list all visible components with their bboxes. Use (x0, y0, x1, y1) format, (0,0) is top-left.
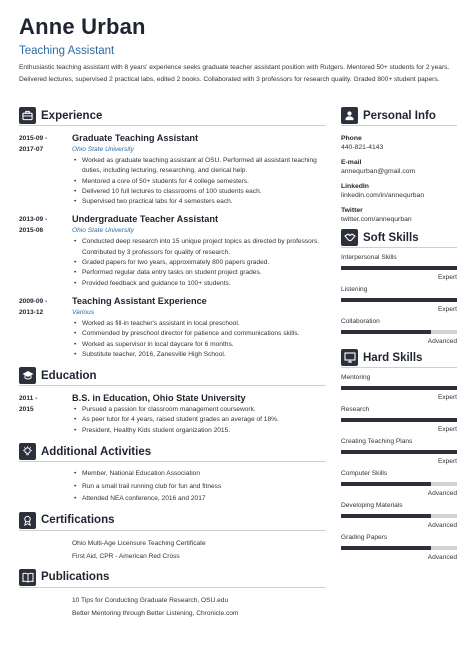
entry-date-end: 2017-07 (19, 146, 44, 153)
entry-bullet: • Pursued a passion for classroom management coursework. (72, 405, 326, 415)
entry-bullet: • Substitute teacher, 2016, Zanesville High School. (72, 350, 326, 360)
skill-name: Computer Skills (341, 470, 388, 477)
email-label: E-mail (341, 159, 362, 166)
personal-info-heading: Personal Info (363, 109, 436, 122)
certifications-section-header (19, 513, 326, 531)
skill-item (341, 501, 457, 530)
email-value: annequrban@gmail.com (341, 168, 416, 175)
person-icon (341, 107, 358, 124)
skill-bar (341, 450, 457, 454)
certificate-icon (19, 512, 36, 529)
publications-heading: Publications (41, 571, 110, 584)
skill-level: Advanced (427, 490, 457, 497)
entry-bullet: • As peer tutor for 4 years, raised student grades an average of 18%. (72, 415, 326, 425)
entry-date-start: 2009-09 - (19, 297, 48, 305)
right-column (341, 108, 457, 565)
skill-bar (341, 266, 457, 270)
skill-level: Expert (437, 306, 457, 313)
skill-bar-fill (341, 546, 431, 550)
activity-item: • Run a small trail running club for fun and fitness (72, 481, 326, 494)
entry-bullet: • Conducted deep research into 15 unique project topics as directed by professors. Contributed by 3 professors for quality of research. (72, 237, 326, 258)
publication-item: Better Mentoring through Better Listening, Chronicle.com (72, 610, 239, 618)
entry-date-end: 2015 (19, 406, 34, 414)
skill-item (341, 469, 457, 498)
skill-item (341, 317, 457, 346)
phone-label: Phone (341, 135, 362, 142)
entry-dates (19, 214, 72, 288)
skill-level: Expert (437, 458, 457, 465)
entry-date-start: 2013-09 - (19, 216, 48, 224)
skill-bar-fill (341, 298, 457, 302)
skill-name: Developing Materials (341, 502, 403, 509)
entry-date-start: 2015-09 - (19, 135, 48, 142)
education-section-header (19, 368, 326, 386)
certification-item: First Aid, CPR - American Red Cross (72, 553, 180, 561)
entry-bullet: • Worked as fill-in teacher's assistant in local preschool. (72, 319, 326, 329)
skill-bar (341, 514, 457, 518)
activity-item: • Member, National Education Association (72, 468, 326, 481)
hard-skills-section-header (341, 350, 457, 368)
skill-item (341, 533, 457, 562)
activities-section-header (19, 444, 326, 462)
entry-date-end: 2015-06 (19, 227, 44, 235)
entry-bullet: • Worked as supervisor in local daycare for 6 months. (72, 340, 326, 350)
entry-bullet: • Supervised two practical labs for 4 semesters each. (72, 197, 326, 207)
skill-bar-fill (341, 266, 457, 270)
entry-organization: Various (72, 308, 95, 316)
phone-value: 440-821-4143 (341, 144, 384, 151)
education-heading: Education (41, 369, 97, 382)
handshake-icon (341, 229, 358, 246)
graduation-cap-icon (19, 367, 36, 384)
entry-bullet: • Delivered 10 full lectures to classrooms of 100 students each. (72, 187, 326, 197)
entry-dates (19, 133, 72, 207)
certifications-heading: Certifications (41, 514, 115, 527)
experience-heading: Experience (41, 109, 103, 122)
entry-organization: Ohio State University (72, 146, 134, 153)
skill-level: Expert (437, 426, 457, 433)
entry-bullet: • Performed regular data entry tasks on student project grades. (72, 268, 326, 278)
skill-bar-fill (341, 450, 457, 454)
skill-name: Mentoring (341, 374, 371, 381)
skill-item (341, 373, 457, 402)
skill-bar (341, 482, 457, 486)
skill-name: Collaboration (341, 318, 380, 325)
publications-section-header (19, 570, 326, 588)
hard-skills-heading: Hard Skills (363, 351, 423, 364)
candidate-title: Teaching Assistant (19, 45, 115, 57)
skill-bar-fill (341, 418, 457, 422)
certifications-list (19, 537, 326, 564)
skill-item (341, 405, 457, 434)
resume-header (19, 14, 459, 58)
skill-bar (341, 418, 457, 422)
entry-bullet: • Provided feedback and guidance to 100+ students. (72, 279, 326, 289)
entry-bullet: • Commended by preschool director for patience and communications skills. (72, 329, 326, 339)
publication-item: 10 Tips for Conducting Graduate Research, OSU.edu (72, 596, 229, 604)
linkedin-label: LinkedIn (341, 183, 369, 190)
activities-heading: Additional Activities (41, 445, 152, 458)
experience-entry (19, 133, 326, 207)
personal-info-section-header (341, 108, 457, 126)
skill-item (341, 285, 457, 314)
entry-title: Undergraduate Teacher Assistant (72, 214, 219, 225)
entry-bullet: • Worked as graduate teaching assistant at OSU. Performed all assistant teaching duties, including lecturing, researching, and clerical help. (72, 156, 326, 177)
skill-level: Advanced (427, 554, 457, 561)
skill-bar (341, 298, 457, 302)
entry-date-end: 2013-12 (19, 308, 44, 316)
profile-summary: Enthusiastic teaching assistant with 8 years' experience seeks graduate teacher assistant position with Rutgers. Mentored 50+ students for 2 years. Delivered lectures, supervised 2 practical labs, edited 2 books. Collaborated with 3 professors for research quality. Graded 800+ student papers. (19, 64, 450, 83)
skill-bar-fill (341, 330, 431, 334)
certification-item: Ohio Multi-Age Licensure Teaching Certificate (72, 539, 206, 547)
briefcase-icon (19, 107, 36, 124)
skill-name: Interpersonal Skills (341, 254, 397, 261)
experience-section-header (19, 108, 326, 126)
skill-level: Expert (437, 394, 457, 401)
left-column (19, 108, 326, 621)
skill-item (341, 253, 457, 282)
skill-name: Listening (341, 286, 368, 293)
soft-skills-list (341, 253, 457, 346)
entry-bullet: • Mentored a core of 50+ students for 4 college semesters. (72, 177, 326, 187)
skill-bar-fill (341, 386, 457, 390)
twitter-value: twitter.com/annequrban (341, 216, 412, 223)
experience-entry (19, 296, 326, 360)
entry-date-start: 2011 - (19, 395, 38, 403)
skill-level: Advanced (427, 338, 457, 345)
skill-bar (341, 386, 457, 390)
entry-organization: Ohio State University (72, 227, 134, 235)
lightbulb-icon (19, 443, 36, 460)
entry-bullet: • Graded papers for two years, approximately 800 papers graded. (72, 258, 326, 268)
activities-list (72, 468, 326, 506)
education-entry (19, 393, 326, 436)
monitor-icon (341, 349, 358, 366)
skill-bar (341, 330, 457, 334)
entry-title: B.S. in Education, Ohio State University (72, 393, 246, 404)
skill-bar (341, 546, 457, 550)
entry-title: Teaching Assistant Experience (72, 295, 207, 306)
soft-skills-section-header (341, 230, 457, 248)
personal-info-list (341, 134, 457, 225)
skill-name: Research (341, 406, 370, 413)
skill-bar-fill (341, 482, 431, 486)
soft-skills-heading: Soft Skills (363, 231, 419, 244)
skill-item (341, 437, 457, 466)
skill-name: Grading Papers (341, 534, 388, 541)
candidate-name: Anne Urban (19, 14, 146, 39)
entry-dates (19, 393, 72, 436)
skill-level: Advanced (427, 522, 457, 529)
experience-entry (19, 214, 326, 288)
skill-bar-fill (341, 514, 431, 518)
publications-list (19, 594, 326, 621)
activity-item: • Attended NEA conference, 2016 and 2017 (72, 493, 326, 506)
entry-title: Graduate Teaching Assistant (72, 133, 199, 143)
linkedin-value: linkedin.com/in/annequrban (341, 192, 425, 199)
twitter-label: Twitter (341, 207, 363, 214)
skill-level: Expert (437, 274, 457, 281)
entry-bullet: • President, Healthy Kids student organization 2015. (72, 426, 326, 436)
hard-skills-list (341, 373, 457, 562)
book-icon (19, 569, 36, 586)
skill-name: Creating Teaching Plans (341, 438, 413, 445)
entry-dates (19, 296, 72, 360)
